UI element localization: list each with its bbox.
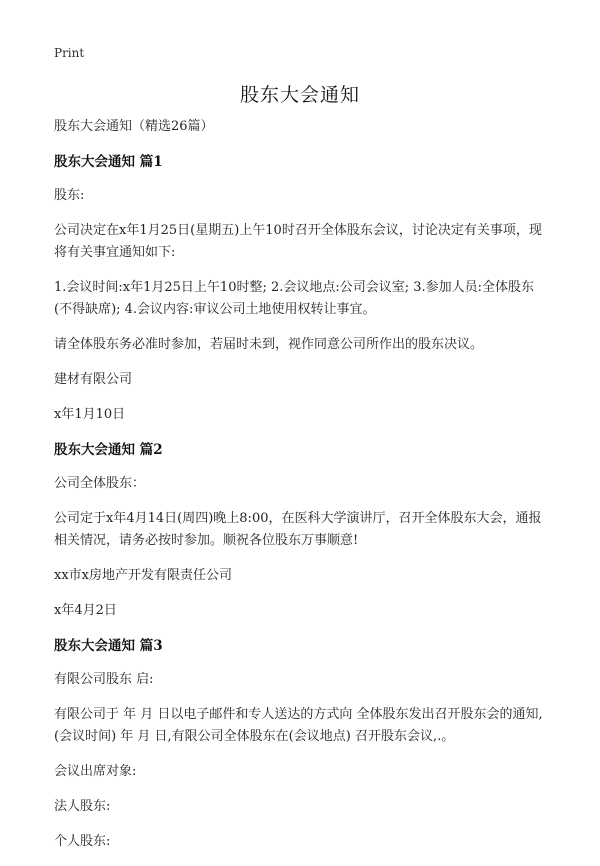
paragraph: 1.会议时间:x年1月25日上午10时整; 2.会议地点:公司会议室; 3.参加人员:全体股东(不得缺席); 4.会议内容:审议公司土地使用权转让事宜。 [54, 280, 535, 317]
paragraph: 请全体股东务必准时参加，若届时未到，视作同意公司所作出的股东决议。 [54, 337, 484, 352]
paragraph: 法人股东: [54, 799, 111, 814]
paragraph: 公司定于x年4月14日(周四)晚上8:00，在医科大学演讲厅，召开全体股东大会，通报相关情况，请务必按时参加。顺祝各位股东万事顺意! [54, 511, 542, 548]
paragraph: 有限公司股东 启: [54, 672, 154, 687]
paragraph: 个人股东: [54, 834, 111, 849]
paragraph: 有限公司于 年 月 日以电子邮件和专人送达的方式向 全体股东发出召开股东会的通知,(会议时间) 年 月 日,有限公司全体股东在(会议地点) 召开股东会议,.。 [54, 707, 543, 744]
section-1 [54, 151, 548, 426]
document-body [54, 116, 548, 866]
paragraph: 公司全体股东： [54, 476, 146, 491]
paragraph: 公司决定在x年1月25日(星期五)上午10时召开全体股东会议，讨论决定有关事项，现将有关事宜通知如下: [54, 223, 542, 260]
section-heading: 股东大会通知 篇3 [54, 638, 163, 654]
paragraph: x年1月10日 [54, 407, 126, 422]
page-title: 股东大会通知 [239, 84, 360, 106]
section-heading: 股东大会通知 篇2 [54, 442, 163, 458]
paragraph: x年4月2日 [54, 603, 117, 618]
section-2 [54, 439, 548, 622]
paragraph: 股东: [54, 188, 85, 203]
section-3 [54, 635, 548, 853]
document-subtitle: 股东大会通知（精选26篇） [54, 119, 214, 134]
paragraph: 会议出席对象: [54, 764, 137, 779]
section-heading: 股东大会通知 篇1 [54, 154, 163, 170]
print-link[interactable]: Print [54, 46, 85, 60]
paragraph: xx市x房地产开发有限责任公司 [54, 568, 232, 583]
paragraph: 建材有限公司 [54, 372, 133, 387]
